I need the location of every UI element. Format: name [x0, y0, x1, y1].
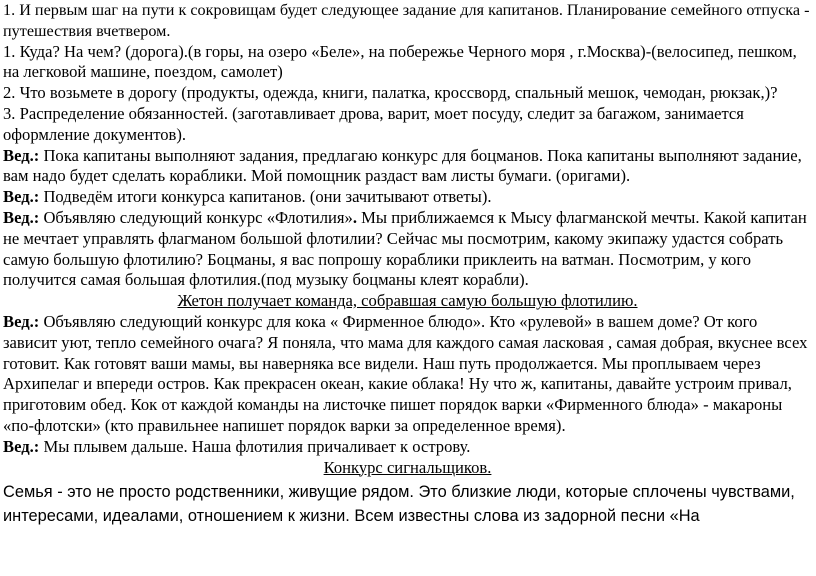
- paragraph-host-results: [3, 187, 812, 208]
- host-text: Объявляю следующий конкурс «Флотилия»: [39, 207, 353, 227]
- host-text: Мы плывем дальше. Наша флотилия причаливает к острову.: [39, 436, 471, 456]
- paragraph-host-cook: [3, 312, 812, 437]
- host-label: Вед.:: [3, 145, 40, 165]
- host-text: Пока капитаны выполняют задания, предлагаю конкурс для боцманов. Пока капитаны выполняют задание, вам надо будет сделать кораблики. Мой помощник раздаст вам листы бумаги. (оригами).: [3, 145, 802, 186]
- paragraph-where-how: 1. Куда? На чем? (дорога).(в горы, на озеро «Беле», на побережье Черного моря , г.Москва)-(велосипед, пешком, на легковой машине, поездом, самолет): [3, 41, 797, 82]
- host-label: Вед.:: [3, 187, 40, 207]
- paragraph-host-flotilla: [3, 208, 812, 291]
- flotilla-token-note: Жетон получает команда, собравшая самую большую флотилию.: [177, 291, 638, 311]
- paragraph-host-island: [3, 437, 812, 458]
- host-text: Подведём итоги конкурса капитанов. (они зачитывают ответы).: [39, 187, 492, 207]
- host-text-dot: .: [352, 207, 358, 227]
- host-label: Вед.:: [3, 311, 40, 331]
- signalmen-contest-heading: Конкурс сигнальщиков.: [323, 457, 492, 477]
- host-text: Объявляю следующий конкурс для кока « Фирменное блюдо». Кто «рулевой» в вашем доме? От кого зависит уют, тепло семейного очага? Я поняла, что мама для каждого самая ласковая , самая добрая, вкуснее всех готовит. Как готовят ваши мамы, вы наверняка все видели. Наш путь продолжается. Мы проплываем через Архипелаг и впереди остров. Как прекрасен океан, какие облака! Ну что ж, капитаны, давайте устроим привал, приготовим обед. Кок от каждой команды на листочке пишет порядок варки «Фирменного блюда» - макароны «по-флотски» (кто правильнее напишет порядок варки за определенное время).: [3, 311, 808, 435]
- paragraph-what-to-take: 2. Что возьмете в дорогу (продукты, одежда, книги, палатка, кроссворд, спальный мешок, чемодан, рюкзак,)?: [3, 83, 778, 103]
- paragraph-family: Семья - это не просто родственники, живущие рядом. Это близкие люди, которые сплочены чувствами, интересами, идеалами, отношением к жизни. Всем известны слова из задорной песни «На: [3, 483, 795, 526]
- paragraph-duties: 3. Распределение обязанностей. (заготавливает дрова, варит, моет посуду, следит за багажом, занимается оформление документов).: [3, 103, 744, 144]
- host-label: Вед.:: [3, 207, 40, 227]
- host-label: Вед.:: [3, 436, 40, 456]
- paragraph-host-boatswains: [3, 146, 812, 188]
- paragraph-task-intro: 1. И первым шаг на пути к сокровищам будет следующее задание для капитанов. Планирование семейного отпуска - путешествия вчетвером.: [3, 1, 810, 40]
- host-text: Мы приближаемся к Мысу флагманской мечты. Какой капитан не мечтает управлять флагманом большой флотилии? Сейчас мы посмотрим, какому экипажу удастся собрать самую большую флотилию? Боцманы, я вас попрошу кораблики приклеить на ватман. Посмотрим, у кого получится самая большая флотилия.(под музыку боцманы клеят корабли).: [3, 207, 807, 290]
